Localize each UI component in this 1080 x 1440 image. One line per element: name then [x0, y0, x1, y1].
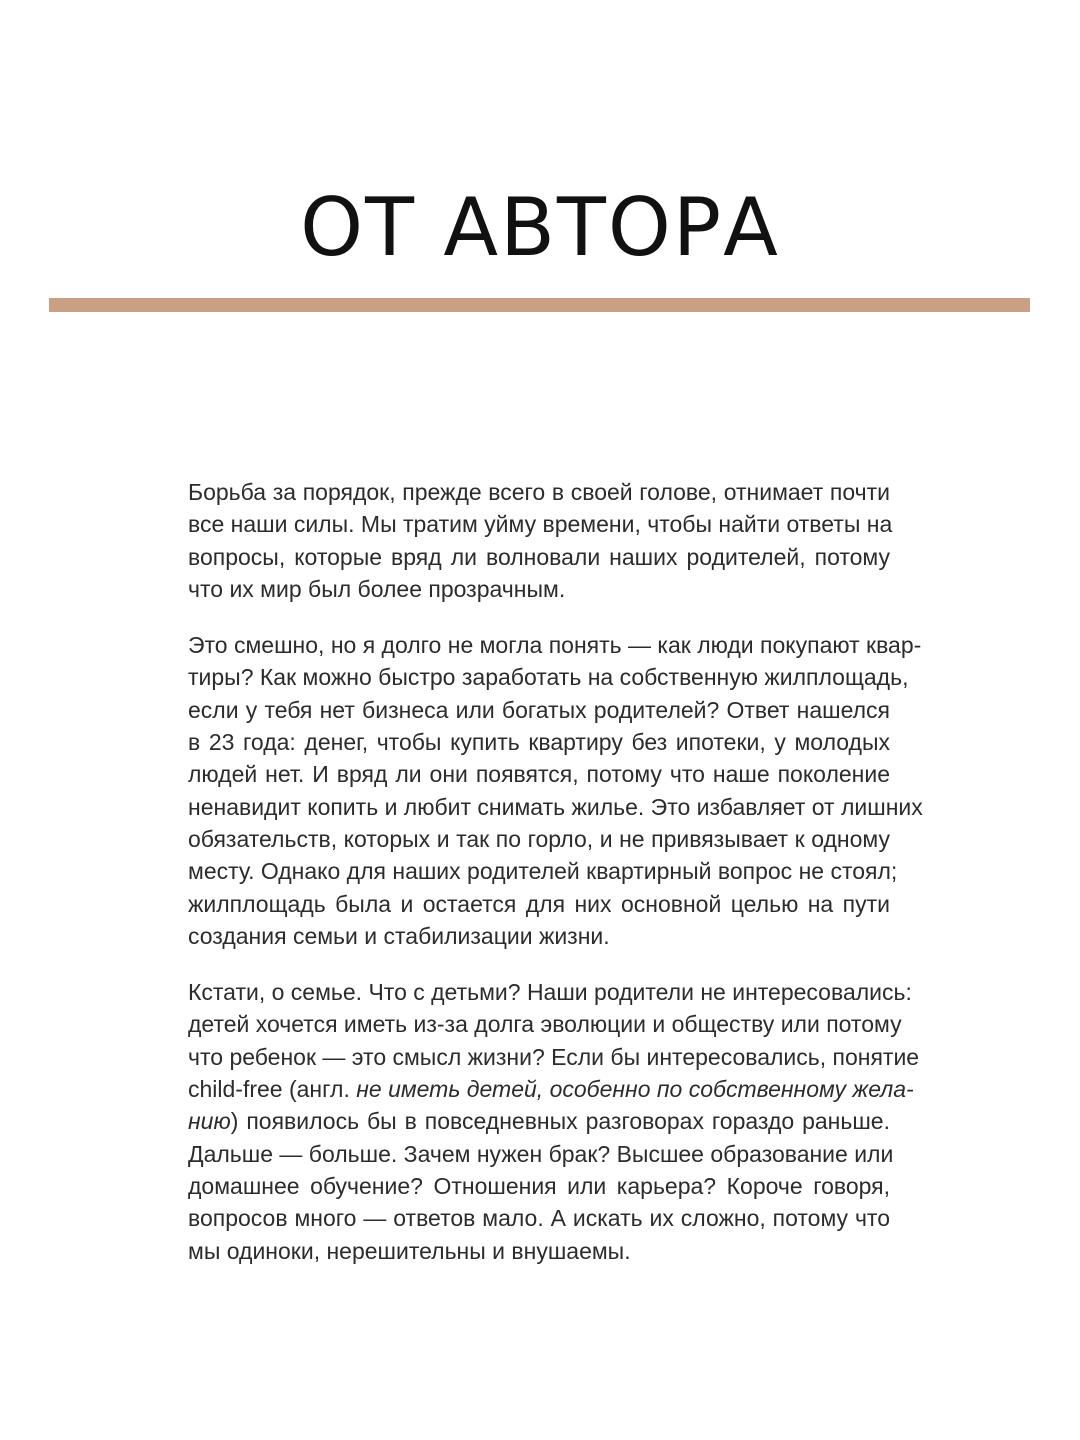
body-text: [188, 476, 923, 1291]
text-line: детей хочется иметь из-за долга эволюции и обществу или потому: [188, 1011, 902, 1038]
text-line: домашнее обучение? Отношения или карьера? Короче говоря,: [188, 1172, 890, 1199]
text-line: вопросы, которые вряд ли волновали наших родителей, потому: [188, 543, 890, 570]
text-line: Кстати, о семье. Что с детьми? Наши родители не интересовались:: [188, 979, 912, 1006]
text-line: в 23 года: денег, чтобы купить квартиру без ипотеки, у молодых: [188, 729, 890, 756]
text-line: если у тебя нет бизнеса или богатых родителей? Ответ нашелся: [188, 696, 890, 723]
text-line: вопросов много — ответов мало. А искать их сложно, потому что: [188, 1205, 890, 1232]
text-fragment: ) появилось бы в повседневных разговорах гораздо раньше.: [230, 1108, 890, 1135]
text-fragment: child-free (англ.: [188, 1076, 357, 1103]
text-line: тиры? Как можно быстро заработать на собственную жилплощадь,: [188, 664, 909, 691]
text-line: все наши силы. Мы тратим уйму времени, чтобы найти ответы на: [188, 511, 893, 538]
text-line: людей нет. И вряд ли они появятся, потому что наше поколение: [188, 761, 890, 788]
text-line: мы одиноки, нерешительны и внушаемы.: [188, 1237, 631, 1264]
italic-translation: нию: [188, 1108, 231, 1135]
text-line: что их мир был более прозрачным.: [188, 575, 566, 602]
italic-translation: не иметь детей, особенно по собственному жела-: [356, 1076, 914, 1103]
text-line: месту. Однако для наших родителей квартирный вопрос не стоял;: [188, 858, 898, 885]
text-line-mixed: [188, 1073, 914, 1105]
text-line: что ребенок — это смысл жизни? Если бы интересовались, понятие: [188, 1043, 920, 1070]
text-line: ненавидит копить и любит снимать жилье. Это избавляет от лишних: [188, 793, 923, 820]
text-line: жилплощадь была и остается для них основной целью на пути: [188, 890, 890, 917]
text-line: Дальше — больше. Зачем нужен брак? Высшее образование или: [188, 1140, 894, 1167]
text-line: Это смешно, но я долго не могла понять — как люди покупают квар-: [188, 632, 922, 659]
paragraph-2: [188, 629, 923, 952]
text-line: Борьба за порядок, прежде всего в своей голове, отнимает почти: [188, 479, 890, 505]
page-title: ОТ АВТОРА: [300, 181, 780, 274]
paragraph-3: [188, 976, 920, 1267]
paragraph-1: [188, 476, 893, 605]
text-line-mixed: [188, 1105, 890, 1137]
text-line: создания семьи и стабилизации жизни.: [188, 922, 610, 949]
title-divider: [49, 298, 1030, 312]
text-line: обязательств, которых и так по горло, и не привязывает к одному: [188, 825, 890, 852]
